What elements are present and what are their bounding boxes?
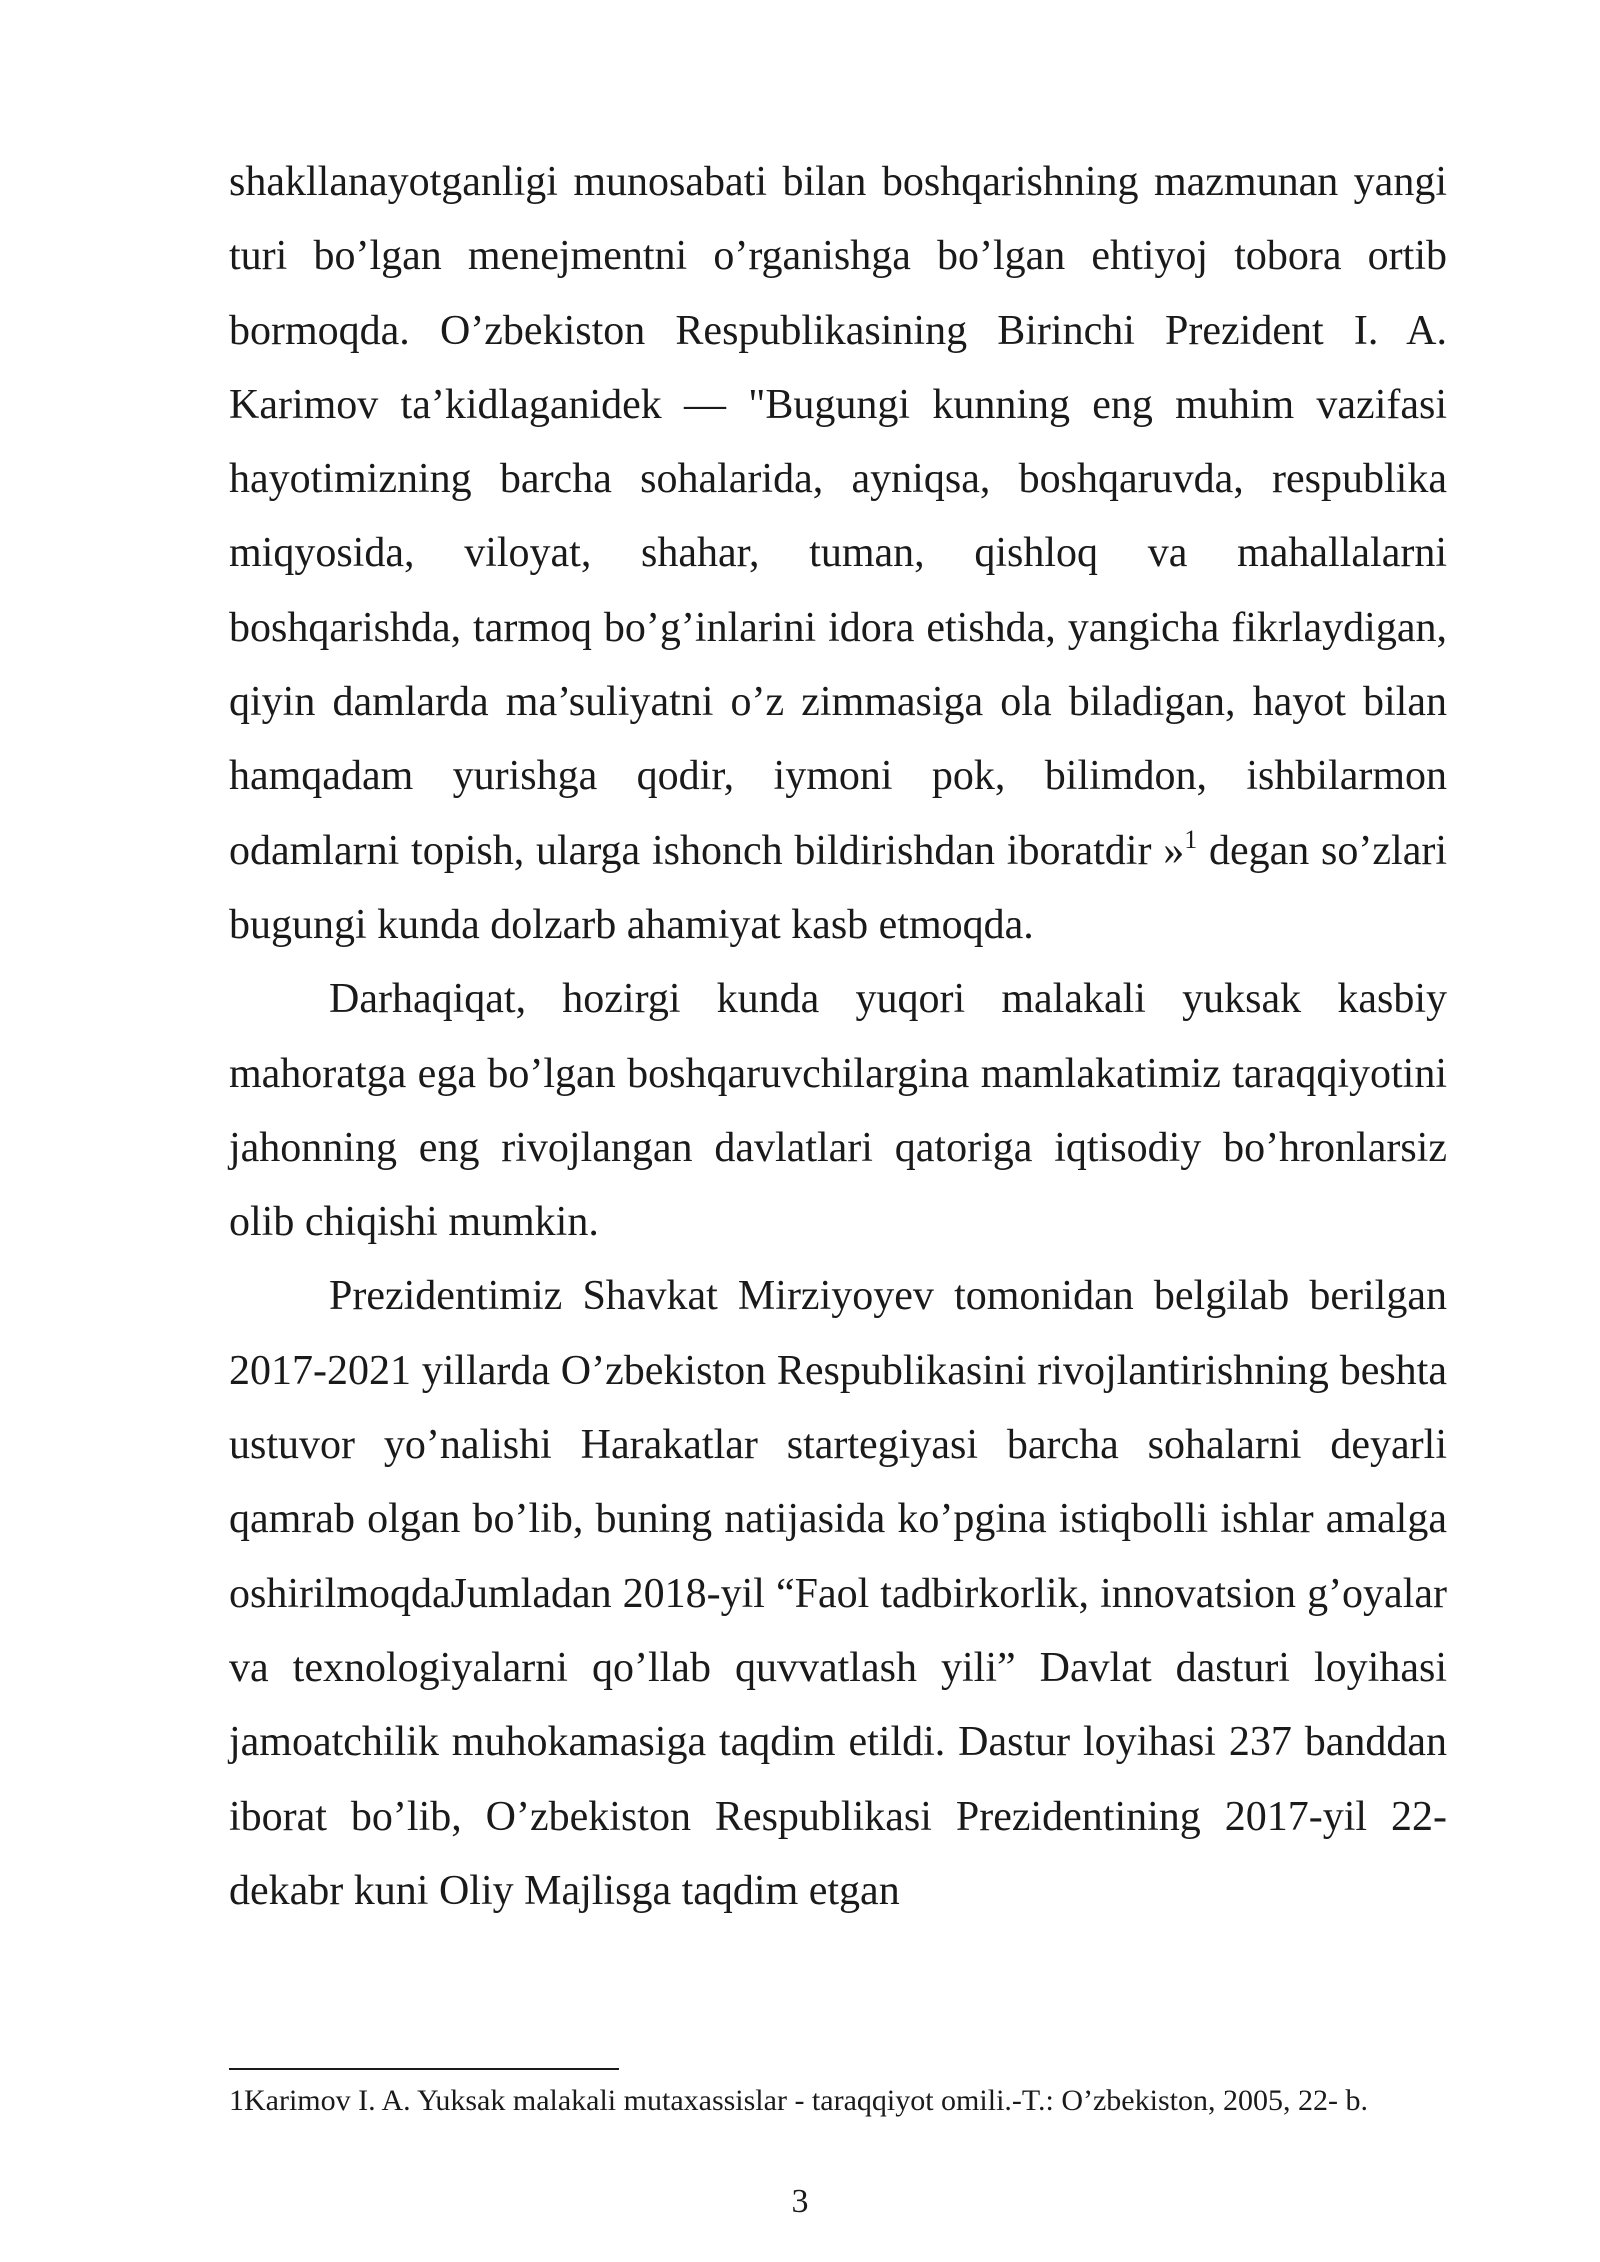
paragraph-1 (229, 145, 1447, 962)
paragraph-3: Prezidentimiz Shavkat Mirziyoyev tomonidan belgilab berilgan 2017-2021 yillarda O’zbekiston Respublikasini rivojlantirishning beshta ustuvor yo’nalishi Harakatlar startegiyasi barcha sohalarni deyarli qamrab olgan bo’lib, buning natijasida ko’pgina istiqbolli ishlar amalga oshirilmoqdaJumladan 2018-yil “Faol tadbirkorlik, innovatsion g’oyalar va texnologiyalarni qo’llab quvvatlash yili” Davlat dasturi loyihasi jamoatchilik muhokamasiga taqdim etildi. Dastur loyihasi 237 banddan iborat bo’lib, O’zbekiston Respublikasi Prezidentining 2017-yil 22- dekabr kuni Oliy Majlisga taqdim etgan (229, 1273, 1447, 1914)
footnote-reference[interactable]: 1 (1184, 824, 1198, 854)
page-number: 3 (791, 2183, 809, 2220)
footnote-separator (229, 2068, 619, 2070)
footnote: 1Karimov I. A. Yuksak malakali mutaxassislar - taraqqiyot omili.-T.: O’zbekiston, 2005, 22- b. (229, 2084, 1368, 2117)
paragraph-2: Darhaqiqat, hozirgi kunda yuqori malakali yuksak kasbiy mahoratga ega bo’lgan boshqaruvchilargina mamlakatimiz taraqqiyotini jahonning eng rivojlangan davlatlari qatoriga iqtisodiy bo’hronlarsiz olib chiqishi mumkin. (229, 976, 1447, 1246)
paragraph-1-text-continued: degan so’zlari bugungi kunda dolzarb ahamiyat kasb etmoqda. (229, 827, 1447, 948)
paragraph-1-text: shakllanayotganligi munosabati bilan boshqarishning mazmunan yangi turi bo’lgan menejmentni o’rganishga bo’lgan ehtiyoj tobora ortib bormoqda. O’zbekiston Respublikasining Birinchi Prezident I. A. Karimov ta’kidlaganidek — "Bugungi kunning eng muhim vazifasi hayotimizning barcha sohalarida, ayniqsa, boshqaruvda, respublika miqyosida, viloyat, shahar, tuman, qishloq va mahallalarni boshqarishda, tarmoq bo’g’inlarini idora etishda, yangicha fikrlaydigan, qiyin damlarda ma’suliyatni o’z zimmasiga ola biladigan, hayot bilan hamqadam yurishga qodir, iymoni pok, bilimdon, ishbilarmon odamlarni topish, ularga ishonch bildirishdan iboratdir » (229, 159, 1447, 874)
body-text (229, 145, 1447, 1928)
